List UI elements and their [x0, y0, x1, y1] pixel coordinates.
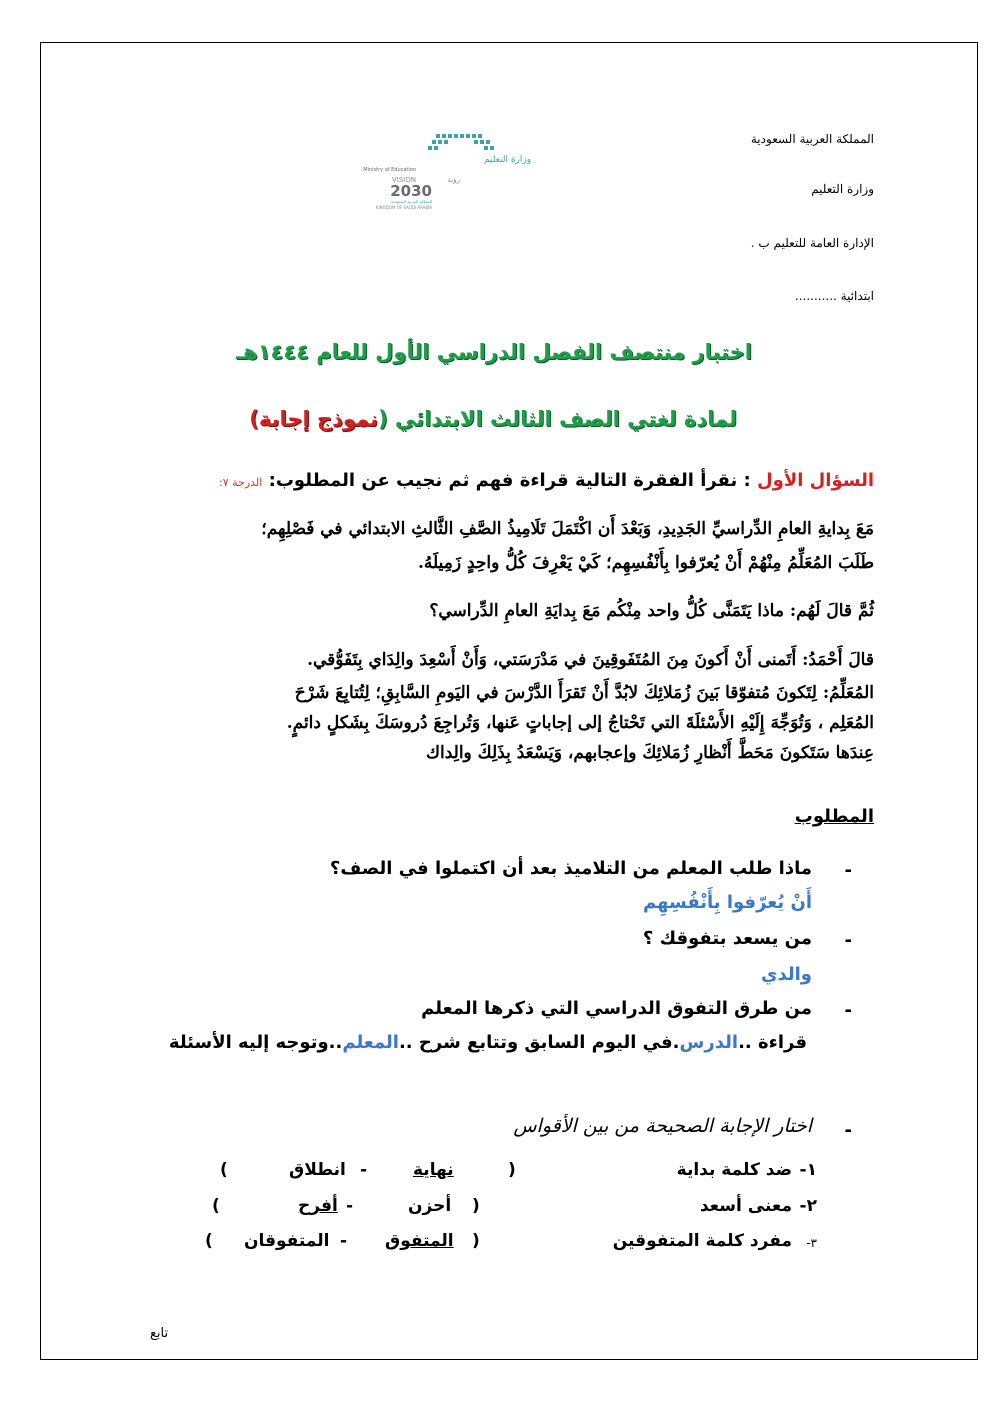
paragraph-line-2: طَلَبَ المُعَلِّمُ مِنْهُمْ أَنْ يُعرّفوا بِأَنْفُسِهِم؛ كَيْ يَعْرِفَ كُلُّ واحِدٍ زَمِيلَهُ.: [417, 553, 874, 573]
mcq-3-option-2: المتفوقان: [244, 1231, 330, 1251]
mcq-3-option-1: المتفوق: [385, 1231, 454, 1251]
answer-3-part-1: قراءة ..: [738, 1032, 807, 1053]
svg-text:رؤية: رؤية: [447, 176, 460, 184]
required-question-2: من يسعد بتفوقك ؟: [642, 928, 812, 949]
mcq-3-stem: مفرد كلمة المتفوقين: [612, 1231, 792, 1251]
paragraph-line-5: المُعَلِّمُ: لِتَكونَ مُتفوّقا بَينَ زُمَلائِكَ لابُدَّ أَنْ تَقرَأَ الدَّرْسَ في اليَومِ السَّابِقِ؛ لِتُتابِعَ شَرْحَ: [294, 683, 874, 703]
mcq-2-sep: -: [346, 1196, 354, 1216]
mcq-1-option-1: نهاية: [413, 1160, 454, 1180]
svg-text:VISION: VISION: [391, 176, 416, 184]
question1-instruction: : نقرأ الفقرة التالية قراءة فهم ثم نجيب عن المطلوب:: [268, 470, 751, 491]
paragraph-line-7: عِندَها سَتَكونَ مَحَطَّ أَنْظارِ زُمَلائِكَ وإعجابهم، وَيَسْعَدُ بِذَلِكَ والِداك: [425, 743, 874, 763]
bullet-dash: -: [844, 860, 852, 881]
header-admin: الإدارة العامة للتعليم ب .: [750, 236, 874, 250]
svg-text:المملكة العربية السعودية: المملكة العربية السعودية: [390, 199, 432, 204]
paragraph-line-6: المُعَلِم ، وَتُوَجِّهَ إِلَيْهِ الأَسْئلَةَ التي تَحْتاجُ إلى إجاباتٍ عَنها، وَتُراجِعَ دُروسَكَ بِشَكلٍ دائمٍ.: [286, 713, 874, 733]
mcq-1-number: ١-: [799, 1160, 817, 1180]
header-kingdom: المملكة العربية السعودية: [750, 132, 874, 146]
svg-text:وزارة التعليم: وزارة التعليم: [484, 155, 532, 165]
answer-3-part-4: المعلم: [342, 1032, 399, 1053]
mcq-3-sep: -: [340, 1231, 348, 1251]
mcq-2-stem: معنى أسعد: [699, 1196, 792, 1216]
answer-3-part-3: .في اليوم السابق وتتابع شرح ..: [398, 1032, 680, 1053]
svg-text:KINGDOM OF SAUDI ARABIA: KINGDOM OF SAUDI ARABIA: [375, 205, 432, 210]
required-answer-2: والدي: [760, 964, 812, 985]
mcq-3-number: ٣-: [806, 1236, 817, 1250]
footer-continue: تابع: [150, 1326, 169, 1341]
mcq-1-open: (: [508, 1160, 516, 1180]
subject-title: [249, 407, 737, 431]
subject-title-text: لمادة لغتي الصف الثالث الابتدائي (: [378, 407, 737, 431]
answer-3-part-5: ..وتوجه إليه الأسئلة: [168, 1032, 343, 1053]
mcq-2-open: (: [472, 1196, 480, 1216]
svg-text:2030: 2030: [390, 182, 432, 200]
question1-heading: [219, 470, 874, 491]
mcq-2-option-2: أفرح: [298, 1196, 338, 1216]
header-ministry: وزارة التعليم: [811, 182, 874, 196]
required-answer-1: أَنْ يُعرّفوا بِأَنْفُسِهِم: [643, 892, 812, 913]
mcq-1-close: ): [220, 1160, 228, 1180]
paragraph-line-1: مَعَ بِدايةِ العامِ الدِّراسيِّ الجَدِيدِ، وَبَعْدَ أَن اكْتَمَلَ تَلَامِيذُ الصَّفِ الثَّالثِ الابتدائي في فَصْلِهِم؛: [261, 519, 874, 539]
mcq-1-sep: -: [360, 1160, 368, 1180]
required-question-3: من طرق التفوق الدراسي التي ذكرها المعلم: [421, 998, 812, 1019]
bullet-dash: -: [844, 1120, 852, 1141]
mcq-2-close: ): [212, 1196, 220, 1216]
mcq-1-option-2: انطلاق: [289, 1160, 346, 1180]
question1-grade: الدرجة ٧:: [219, 476, 263, 489]
answer-3-part-2: الدرس: [679, 1032, 739, 1053]
mcq-2-number: ٢-: [799, 1196, 817, 1216]
required-question-1: ماذا طلب المعلم من التلاميذ بعد أن اكتملوا في الصف؟: [329, 858, 812, 879]
mcq-3-close: ): [205, 1231, 213, 1251]
bullet-dash: -: [844, 930, 852, 951]
header-school: ابتدائية ...........: [794, 289, 874, 303]
paragraph-line-3: ثُمَّ قالَ لَهُم: ماذا يَتَمَنَّى كُلُّ واحد مِنْكُم مَعَ بِدايَةِ العامِ الدِّراسي؟: [429, 601, 874, 621]
mcq-2-option-1: أحزن: [408, 1196, 452, 1216]
exam-title: اختبار منتصف الفصل الدراسي الأول للعام ١٤٤٤هـ: [235, 340, 752, 364]
svg-text:Ministry of Education: Ministry of Education: [363, 167, 416, 173]
required-title: المطلوب: [794, 806, 874, 827]
choose-instruction: اختار الإجابة الصحيحة من بين الأقواس: [513, 1115, 812, 1137]
mcq-1-stem: ضد كلمة بداية: [676, 1160, 792, 1180]
ministry-logo-icon: [363, 132, 532, 212]
model-answer-label: نموذج إجابة): [249, 407, 379, 431]
question1-label: السؤال الأول: [757, 470, 874, 491]
mcq-3-open: (: [472, 1231, 480, 1251]
bullet-dash: -: [844, 1000, 852, 1021]
required-answer-3: [169, 1032, 807, 1053]
paragraph-line-4: قالَ أَحْمَدُ: أَتَمنى أَنْ أَكونَ مِنَ المُتَفَوقِينَ في مَدْرَسَتي، وَأَنْ أَسْعِدَ والِدَاي بِتَفَوُّقي.: [307, 650, 874, 670]
ministry-logo: [363, 132, 532, 212]
